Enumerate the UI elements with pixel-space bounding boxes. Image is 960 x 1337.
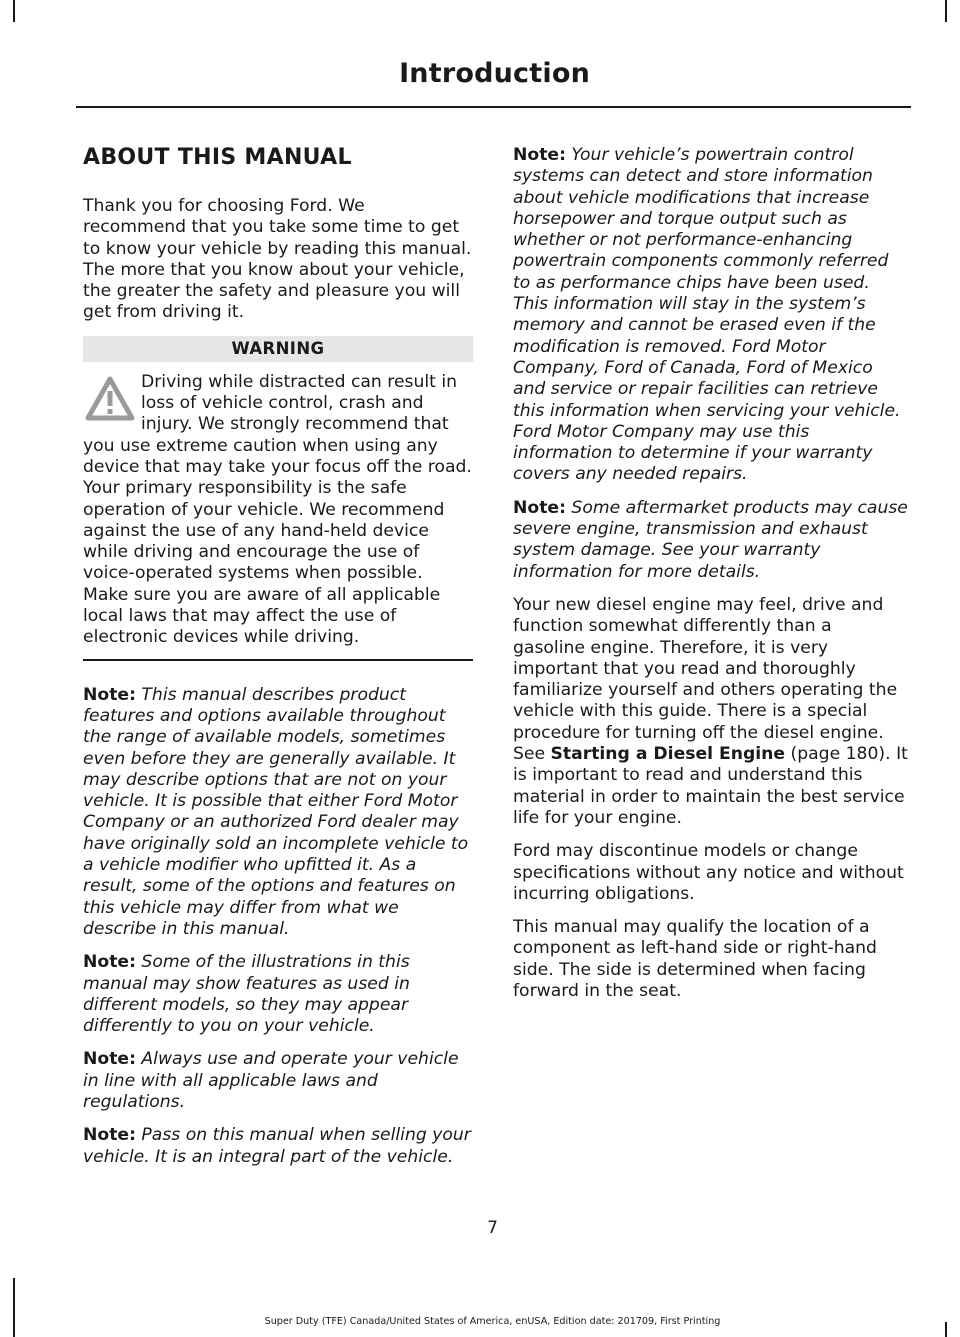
note [83,1125,473,1168]
note-label: Note: [513,497,566,518]
warning-text: Driving while distracted can result in loss of vehicle control, crash and injury. We strongly recommend that you use extreme caution when using any device that may take your focus off the road. Your primary responsibility is the safe operation of your vehicle. We recommend against the use of any hand-held device while driving and encourage the use of voice-operated systems when possible. Make sure you are aware of all applicable local laws that may affect the use of electronic devices while driving. [83,371,472,648]
body-paragraph: Ford may discontinue models or change specifications without any notice and without incurring obligations. [513,841,904,904]
right-column [513,145,908,1014]
crop-mark-top-right [945,0,947,22]
page-number: 7 [487,1218,498,1238]
note-text: Your vehicle’s powertrain control systems can detect and store information about vehicle modifications that increase horsepower and torque output such as whether or not performance-enhancing powertrain components commonly referred to as performance chips have been used. This information will stay in the system’s memory and cannot be erased even if the modification is removed. Ford Motor Company, Ford of Canada, Ford of Mexico and service or repair facilities can retrieve this information when servicing your vehicle. Ford Motor Company may use this information to determine if your warranty covers any needed repairs. [513,145,901,485]
header-divider [76,106,911,108]
warning-box [83,336,473,661]
warning-triangle-icon [85,376,135,422]
note-text: Some aftermarket products may cause severe engine, transmission and exhaust system damage. See your warranty information for more details. [513,497,908,582]
warning-header: WARNING [83,336,473,362]
note [83,1049,473,1113]
footer-edition-info: Super Duty (TFE) Canada/United States of America, enUSA, Edition date: 201709, First Printing [264,1316,721,1327]
note-text: Some of the illustrations in this manual may show features as used in different models, so they may appear differently to you on your vehicle. [83,952,410,1037]
crop-mark-top-left [13,0,15,22]
note-label: Note: [83,1049,136,1070]
warning-body [83,362,473,661]
note-label: Note: [83,1125,136,1146]
page-reference[interactable]: (page 180). [785,744,891,765]
page-header-title: Introduction [399,58,590,89]
note [83,952,473,1037]
note [83,685,473,941]
intro-paragraph: Thank you for choosing Ford. We recommend that you take some time to get to know your vehicle by reading this manual. The more that you know about your vehicle, the greater the safety and pleasure you will get from driving it. [83,196,472,323]
note-label: Note: [513,145,566,165]
note-text: Always use and operate your vehicle in line with all applicable laws and regulations. [83,1049,459,1112]
left-column [83,145,473,1180]
note-text: Pass on this manual when selling your vehicle. It is an integral part of the vehicle. [83,1125,471,1167]
diesel-text-continued: It is important to read and understand this material in order to maintain the best service life for your engine. [513,744,908,828]
note-text: This manual describes product features and options available throughout the range of available models, sometimes even before they are generally available. It may describe options that are not on your vehicle. It is possible that either Ford Motor Company or an authorized Ford dealer may have originally sold an incomplete vehicle to a vehicle modifier who upfitted it. As a result, some of the options and features on this vehicle may differ from what we describe in this manual. [83,684,469,939]
section-title: ABOUT THIS MANUAL [83,145,352,170]
body-paragraph: This manual may qualify the location of a component as left-hand side or right-hand side. The side is determined when facing forward in the seat. [513,917,877,1001]
note-label: Note: [83,952,136,973]
note [513,145,908,486]
diesel-text: Your new diesel engine may feel, drive and function somewhat differently than a gasoline engine. Therefore, it is very important that you read and thoroughly familiarize yourself and others operating the vehicle with this guide. There is a special procedure for turning off the diesel engine. See [513,594,898,765]
cross-reference-link[interactable]: Starting a Diesel Engine [550,744,786,765]
diesel-paragraph [513,595,908,829]
note-label: Note: [83,684,136,705]
crop-mark-bottom-left [13,1278,15,1337]
note [513,498,908,583]
